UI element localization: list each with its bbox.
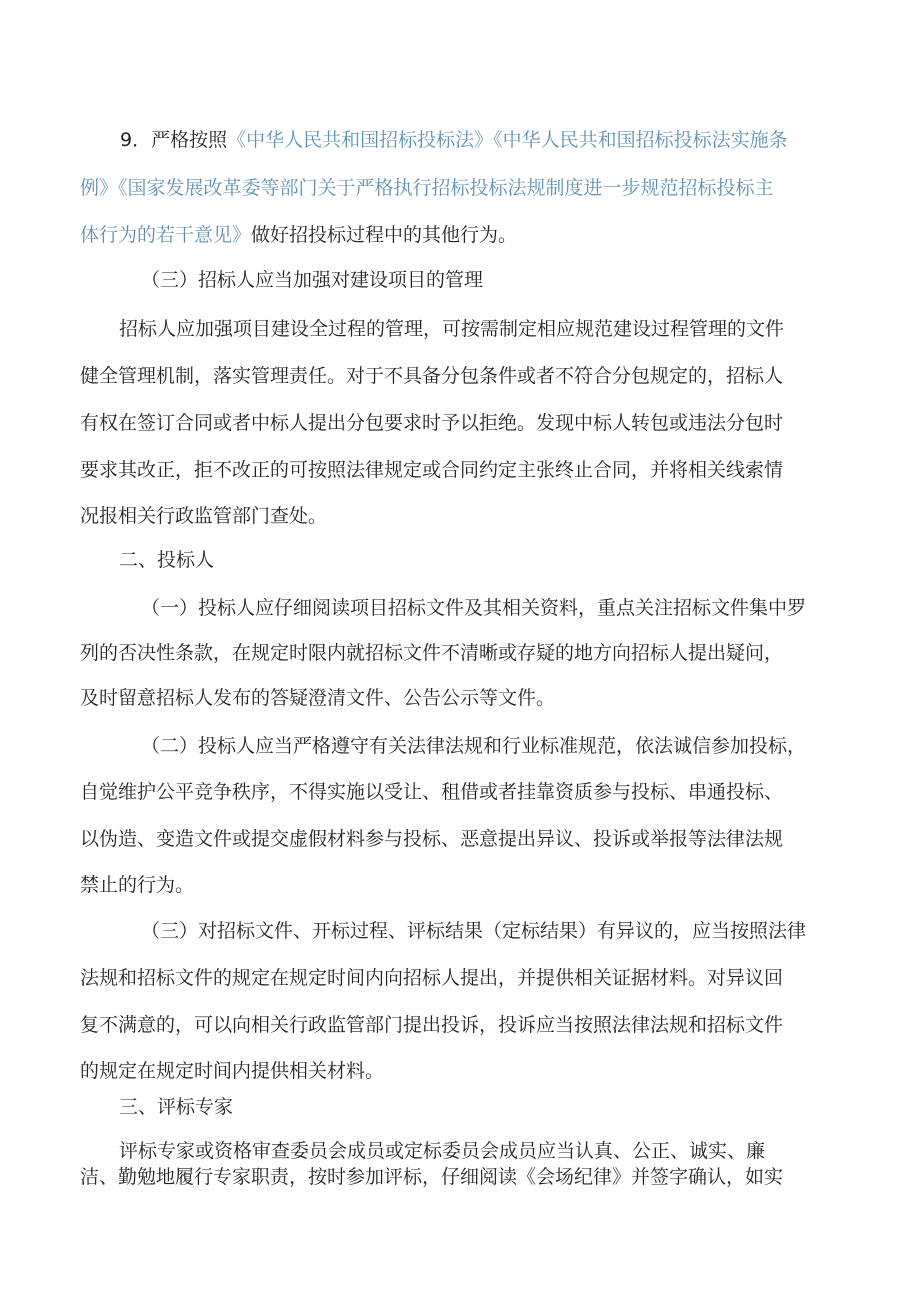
- law-reference-link-3[interactable]: 体行为的若干意见》: [80, 224, 252, 246]
- item-9-suffix: 做好招投标过程中的其他行为。: [251, 224, 518, 246]
- item-9-line-3: [80, 222, 517, 248]
- section-heading-tenderee-management: （三）招标人应当加强对建设项目的管理: [141, 269, 484, 291]
- paragraph-line: 况报相关行政监管部门查处。: [80, 505, 328, 527]
- item-9-line-1: [120, 127, 788, 153]
- paragraph-line: 要求其改正，拒不改正的可按照法律规定或合同约定主张终止合同，并将相关线索情: [80, 459, 784, 481]
- paragraph-line: 列的否决性条款，在规定时限内就招标文件不清晰或存疑的地方向招标人提出疑问，: [80, 642, 784, 664]
- paragraph-line: 复不满意的，可以向相关行政监管部门提出投诉，投诉应当按照法律法规和招标文件: [80, 1014, 784, 1036]
- section-heading-experts: 三、评标专家: [119, 1096, 234, 1118]
- item-9-prefix: 9．严格按照: [120, 129, 228, 151]
- paragraph-line: 以伪造、变造文件或提交虚假材料参与投标、恶意提出异议、投诉或举报等法律法规: [80, 828, 784, 850]
- section-heading-bidder: 二、投标人: [119, 549, 215, 571]
- paragraph-line: 及时留意招标人发布的答疑澄清文件、公告公示等文件。: [80, 687, 556, 709]
- paragraph-line: （二）投标人应当严格遵守有关法律法规和行业标准规范，依法诚信参加投标，: [141, 735, 807, 757]
- paragraph-line: 禁止的行为。: [80, 874, 195, 896]
- paragraph-line: 法规和招标文件的规定在规定时间内向招标人提出，并提供相关证据材料。对异议回: [80, 967, 784, 989]
- law-reference-link-2[interactable]: 例》《国家发展改革委等部门关于严格执行招标投标法规制度进一步规范招标投标主: [80, 177, 774, 199]
- paragraph-line: （一）投标人应仔细阅读项目招标文件及其相关资料，重点关注招标文件集中罗: [141, 597, 807, 619]
- paragraph-line: （三）对招标文件、开标过程、评标结果（定标结果）有异议的，应当按照法律: [141, 920, 807, 942]
- paragraph-line: 自觉维护公平竞争秩序，不得实施以受让、租借或者挂靠资质参与投标、串通投标、: [80, 781, 784, 803]
- paragraph-line: 洁、勤勉地履行专家职责，按时参加评标，仔细阅读《会场纪律》并签字确认，如实: [80, 1166, 784, 1188]
- paragraph-line: 有权在签订合同或者中标人提出分包要求时予以拒绝。发现中标人转包或违法分包时: [80, 412, 784, 434]
- paragraph-line: 评标专家或资格审查委员会成员或定标委员会成员应当认真、公正、诚实、廉: [119, 1140, 766, 1162]
- law-reference-link-1[interactable]: 《中华人民共和国招标投标法》《中华人民共和国招标投标法实施条: [227, 129, 788, 151]
- paragraph-line: 的规定在规定时间内提供相关材料。: [80, 1060, 385, 1082]
- paragraph-line: 招标人应加强项目建设全过程的管理，可按需制定相应规范建设过程管理的文件: [119, 318, 785, 340]
- paragraph-line: 健全管理机制，落实管理责任。对于不具备分包条件或者不符合分包规定的，招标人: [80, 365, 784, 387]
